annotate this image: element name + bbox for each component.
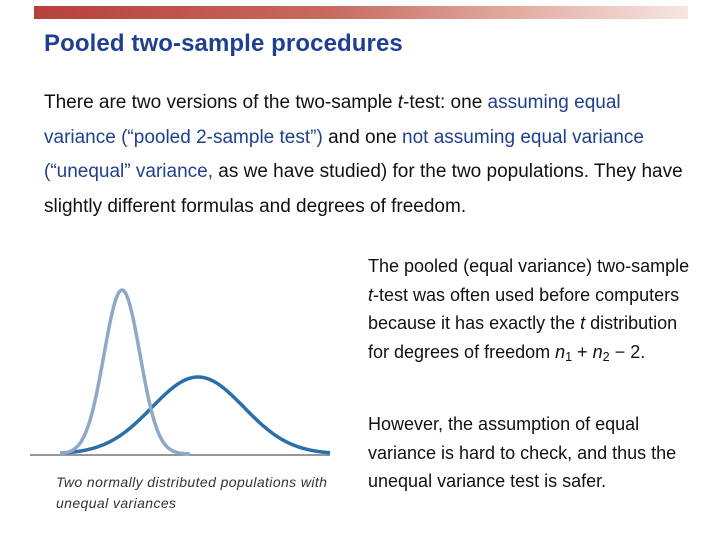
intro-text-2: -test: one [403, 92, 488, 113]
pooled-test-explanation [368, 252, 693, 372]
df-tail: − 2. [609, 341, 646, 362]
n2-symbol: n [592, 341, 603, 362]
plus-sign: + [572, 341, 593, 362]
pooled-text-3: distribution for degrees of freedom [368, 313, 678, 362]
unequal-variance-note: However, the assumption of equal variance is hard to check, and thus the unequal variance test is safer. [368, 414, 677, 492]
intro-text-4: as we have studied) for the two populations. They have slightly different formulas and degrees of freedom. [44, 161, 683, 217]
n1-symbol: n [555, 341, 566, 362]
n2-subscript: 2 [602, 349, 610, 364]
n1-subscript: 1 [565, 349, 573, 364]
intro-t-symbol: t [397, 92, 404, 113]
slide-title: Pooled two-sample procedures [44, 30, 403, 57]
intro-highlight-unequal: not assuming equal variance (“unequal” variance, [44, 126, 644, 182]
wide-variance-curve [60, 377, 330, 453]
pooled-t-symbol-2: t [580, 313, 586, 334]
intro-highlight-pooled: assuming equal variance (“pooled 2-sample test”) [44, 92, 621, 148]
normal-curves-figure [30, 270, 330, 460]
pooled-text-1: The pooled (equal variance) two-sample [368, 256, 690, 276]
pooled-text-2: -test was often used before computers because it has exactly the [368, 284, 680, 334]
intro-paragraph [44, 86, 684, 224]
title-accent-bar [34, 6, 688, 19]
figure-caption: Two normally distributed populations with unequal variances [56, 474, 328, 511]
intro-text-1: There are two versions of the two-sample [44, 92, 398, 113]
narrow-variance-curve [60, 290, 190, 454]
intro-text-3: and one [322, 126, 403, 148]
pooled-t-symbol-1: t [368, 284, 374, 305]
